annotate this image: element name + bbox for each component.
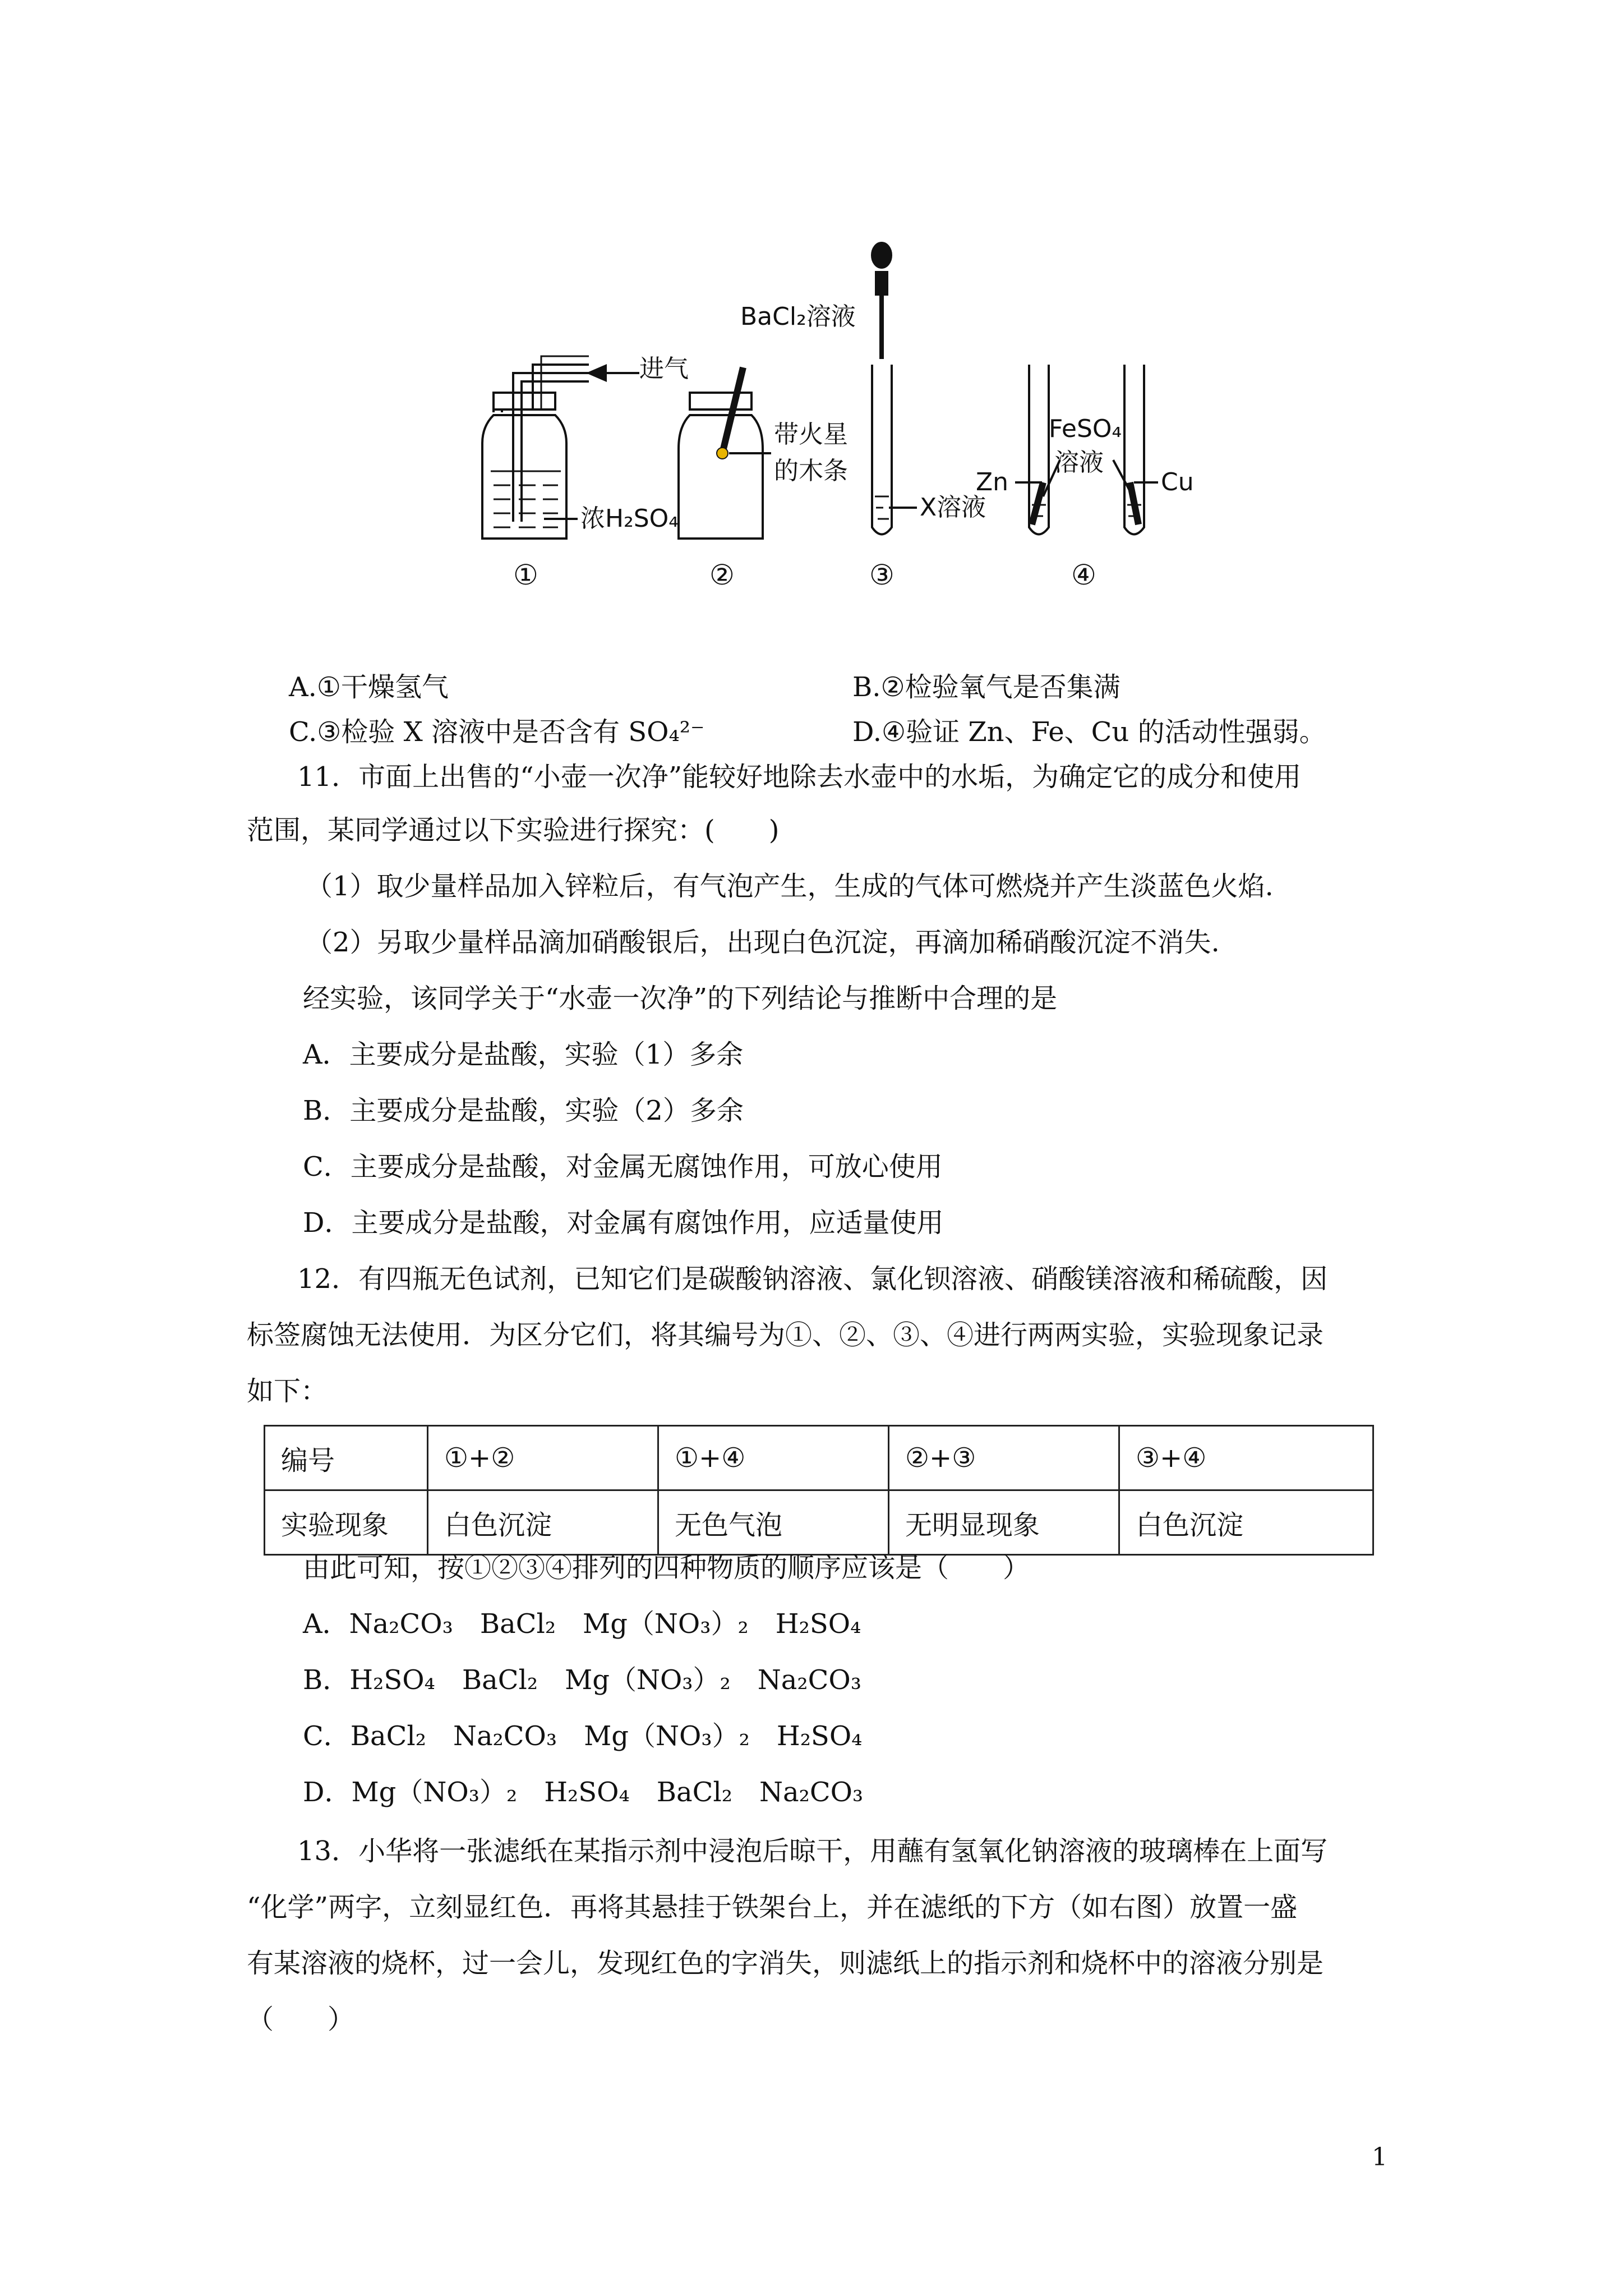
table-cell: ①+④: [658, 1426, 889, 1490]
label-zn: Zn: [976, 468, 1009, 496]
label-cu: Cu: [1161, 468, 1194, 496]
test-tube-with-dropper: [872, 243, 917, 535]
q10-option-c: C.③检验 X 溶液中是否含有 SO₄²⁻: [289, 716, 705, 748]
q11-experiment-2: （2）另取少量样品滴加硝酸银后，出现白色沉淀，再滴加稀硝酸沉淀不消失.: [306, 927, 1220, 958]
q11-option-d: D．主要成分是盐酸，对金属有腐蚀作用，应适量使用: [303, 1207, 944, 1239]
label-feso4-line2: 溶液: [1054, 448, 1104, 477]
q10-option-a: A.①干燥氢气: [289, 671, 449, 703]
apparatus-number-2: ②: [709, 559, 735, 591]
q11-option-c: C．主要成分是盐酸，对金属无腐蚀作用，可放心使用: [303, 1151, 943, 1182]
q12-option-a: A．Na₂CO₃ BaCl₂ Mg（NO₃）₂ H₂SO₄: [303, 1608, 861, 1640]
table-cell: 无明显现象: [889, 1490, 1119, 1555]
label-x-solution: X溶液: [920, 493, 986, 522]
q11-stem-line2: 范围，某同学通过以下实验进行探究：( ): [247, 815, 780, 846]
page-number: 1: [1372, 2143, 1387, 2171]
q11-conclusion: 经实验，该同学关于“水壶一次净”的下列结论与推断中合理的是: [303, 983, 1058, 1014]
table-cell: 白色沉淀: [428, 1490, 658, 1555]
apparatus-number-3: ③: [869, 559, 895, 591]
apparatus-number-4: ④: [1071, 559, 1096, 591]
label-conc-h2so4: 浓H₂SO₄: [580, 504, 679, 533]
table-cell: ①+②: [428, 1426, 658, 1490]
observation-table: [264, 1425, 1374, 1556]
collecting-bottle: [679, 367, 771, 539]
q12-stem-line1: 12．有四瓶无色试剂，已知它们是碳酸钠溶液、氯化钡溶液、硝酸镁溶液和稀硫酸，因: [297, 1263, 1328, 1295]
label-in-gas: 进气: [639, 355, 689, 383]
q12-option-c: C．BaCl₂ Na₂CO₃ Mg（NO₃）₂ H₂SO₄: [303, 1720, 863, 1752]
q11-stem-line1: 11．市面上出售的“小壶一次净”能较好地除去水壶中的水垢，为确定它的成分和使用: [297, 761, 1302, 793]
label-bacl2: BaCl₂溶液: [740, 302, 856, 331]
table-cell: 实验现象: [265, 1490, 428, 1555]
label-feso4-line1: FeSO₄: [1049, 415, 1122, 443]
q11-option-b: B．主要成分是盐酸，实验（2）多余: [303, 1095, 744, 1126]
q13-stem-line3: 有某溶液的烧杯，过一会儿，发现红色的字消失，则滤纸上的指示剂和烧杯中的溶液分别是: [247, 1948, 1324, 1979]
q13-stem-line4: （ ）: [247, 2004, 355, 2035]
apparatus-number-1: ①: [513, 559, 538, 591]
table-row: [265, 1490, 1373, 1555]
table-cell: ②+③: [889, 1426, 1119, 1490]
q13-stem-line1: 13．小华将一张滤纸在某指示剂中浸泡后晾干，用蘸有氢氧化钠溶液的玻璃棒在上面写: [297, 1835, 1328, 1867]
label-splint-line2: 的木条: [774, 457, 848, 485]
q12-option-d: D．Mg（NO₃）₂ H₂SO₄ BaCl₂ Na₂CO₃: [303, 1777, 864, 1808]
q12-stem-line2: 标签腐蚀无法使用．为区分它们，将其编号为①、②、③、④进行两两实验，实验现象记录: [247, 1319, 1324, 1351]
table-cell: ③+④: [1119, 1426, 1373, 1490]
table-row: [265, 1426, 1373, 1490]
table-cell: 白色沉淀: [1119, 1490, 1373, 1555]
q12-ask: 由此可知，按①②③④排列的四种物质的顺序应该是（ ）: [303, 1552, 1030, 1584]
q10-option-d: D.④验证 Zn、Fe、Cu 的活动性强弱。: [852, 716, 1326, 748]
label-splint-line1: 带火星: [774, 420, 848, 449]
q11-option-a: A．主要成分是盐酸，实验（1）多余: [303, 1039, 744, 1070]
q12-stem-line3: 如下：: [247, 1375, 328, 1407]
q10-option-b: B.②检验氧气是否集满: [852, 671, 1121, 703]
table-cell: 编号: [265, 1426, 428, 1490]
table-cell: 无色气泡: [658, 1490, 889, 1555]
q12-option-b: B．H₂SO₄ BaCl₂ Mg（NO₃）₂ Na₂CO₃: [303, 1664, 861, 1696]
q11-experiment-1: （1）取少量样品加入锌粒后，有气泡产生，生成的气体可燃烧并产生淡蓝色火焰.: [306, 871, 1274, 902]
q13-stem-line2: “化学”两字，立刻显红色．再将其悬挂于铁架台上，并在滤纸的下方（如右图）放置一盛: [247, 1892, 1298, 1923]
